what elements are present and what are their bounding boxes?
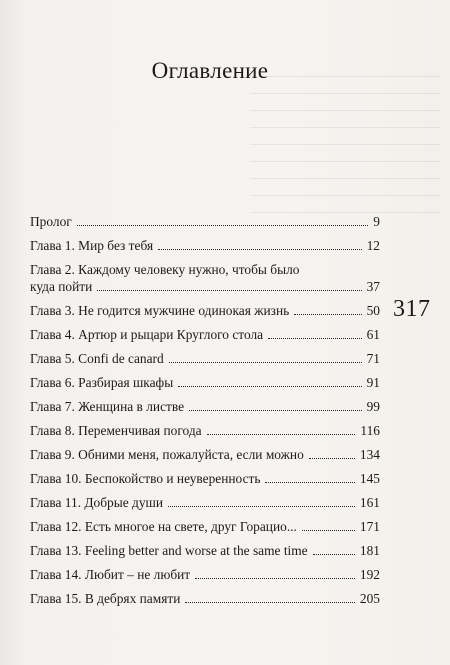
toc-entry-page: 99 [366, 399, 380, 414]
toc-entry-chapter-2 [30, 261, 380, 295]
dot-leader [268, 338, 362, 339]
toc-entry-prologue [30, 213, 380, 230]
toc-entry-title: Глава 7. Женщина в листве [30, 399, 185, 414]
bleed-through-text [250, 60, 440, 220]
toc-entry-chapter-8 [30, 422, 380, 439]
toc-entry-page: 192 [359, 567, 380, 582]
dot-leader [158, 249, 361, 250]
toc-entry-page: 205 [359, 591, 380, 606]
dot-leader [207, 434, 356, 435]
toc-entry-chapter-9 [30, 446, 380, 463]
dot-leader [294, 314, 361, 315]
dot-leader [302, 530, 355, 531]
toc-entry-page: 9 [373, 214, 380, 229]
toc-entry-chapter-5 [30, 350, 380, 367]
toc-entry-chapter-10 [30, 470, 380, 487]
toc-entry-title: Глава 6. Разбирая шкафы [30, 375, 174, 390]
toc-entry-page: 12 [366, 238, 380, 253]
toc-entry-title: Глава 1. Мир без тебя [30, 238, 154, 253]
toc-entry-chapter-6 [30, 374, 380, 391]
toc-entry-page: 134 [359, 447, 380, 462]
dot-leader [77, 225, 369, 226]
toc-entry-title: Глава 12. Есть многое на свете, друг Горацио... [30, 519, 297, 534]
toc-entry-page: 116 [360, 423, 380, 438]
dot-leader [265, 482, 354, 483]
dot-leader [97, 290, 361, 291]
toc-entry-page: 181 [359, 543, 380, 558]
toc-entry-title: Глава 15. В дебрях памяти [30, 591, 181, 606]
toc-entry-title: Глава 3. Не годится мужчине одинокая жизнь [30, 303, 290, 318]
toc-entry-chapter-15 [30, 590, 380, 607]
toc-entry-title: Глава 10. Беспокойство и неуверенность [30, 471, 261, 486]
toc-entry-chapter-1 [30, 237, 380, 254]
toc-entry-chapter-4 [30, 326, 380, 343]
toc-entry-title: Глава 5. Confi de canard [30, 351, 164, 366]
toc-entry-title: Глава 4. Артюр и рыцари Круглого стола [30, 327, 264, 342]
page-number: 317 [393, 296, 431, 322]
toc-entry-title: Глава 8. Переменчивая погода [30, 423, 202, 438]
toc-entry-title-line-1: Глава 2. Каждому человеку нужно, чтобы было [30, 262, 300, 277]
toc-entry-chapter-13 [30, 542, 380, 559]
toc-entry-title: Глава 13. Feeling better and worse at the same time [30, 543, 308, 558]
toc-entry-page: 71 [366, 351, 380, 366]
toc-entry-title: Глава 9. Обними меня, пожалуйста, если можно [30, 447, 304, 462]
dot-leader [189, 410, 362, 411]
toc-entry-title-line-2: куда пойти [30, 279, 93, 294]
toc-entry-title: Пролог [30, 214, 72, 229]
toc-entry-chapter-3 [30, 302, 380, 319]
toc-entry-page: 145 [359, 471, 380, 486]
toc-list [30, 213, 380, 614]
toc-entry-title: Глава 14. Любит – не любит [30, 567, 191, 582]
toc-entry-chapter-14 [30, 566, 380, 583]
toc-entry-page: 37 [366, 279, 380, 294]
dot-leader [185, 602, 355, 603]
toc-entry-title: Глава 11. Добрые души [30, 495, 163, 510]
toc-entry-page: 61 [366, 327, 380, 342]
toc-entry-page: 161 [359, 495, 380, 510]
toc-entry-chapter-11 [30, 494, 380, 511]
dot-leader [313, 554, 355, 555]
toc-heading: Оглавление [151, 58, 269, 83]
toc-entry-chapter-12 [30, 518, 380, 535]
dot-leader [169, 362, 362, 363]
toc-entry-page: 50 [366, 303, 380, 318]
dot-leader [168, 506, 355, 507]
toc-entry-page: 171 [359, 519, 380, 534]
dot-leader [195, 578, 355, 579]
toc-entry-page: 91 [366, 375, 380, 390]
dot-leader [309, 458, 355, 459]
dot-leader [178, 386, 361, 387]
toc-entry-chapter-7 [30, 398, 380, 415]
